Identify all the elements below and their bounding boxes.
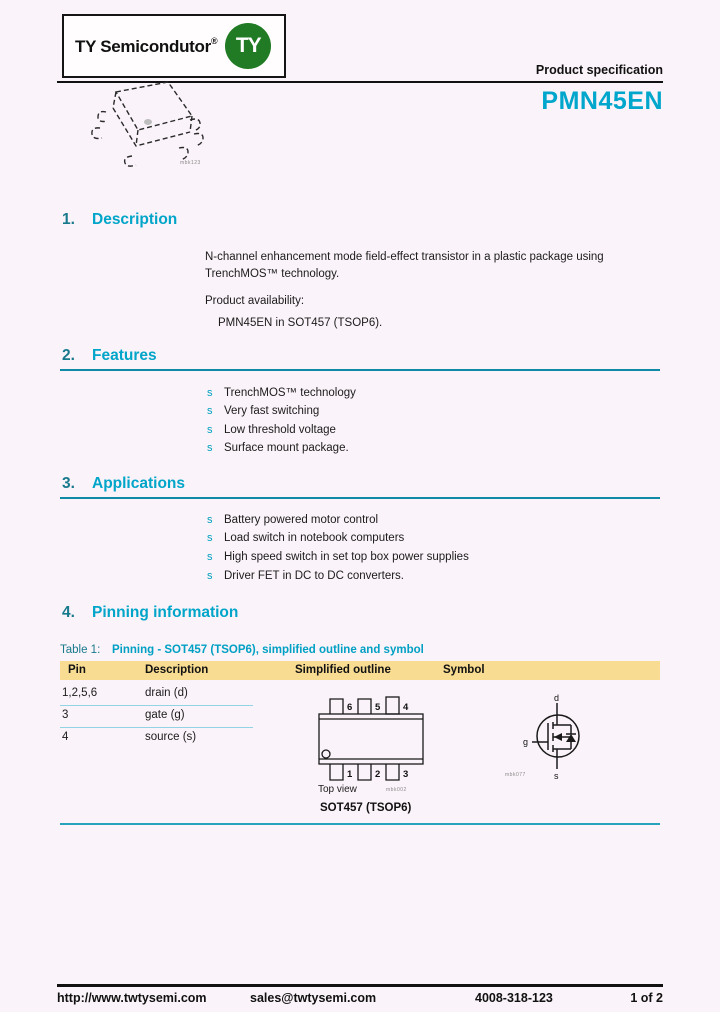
section-1-number: 1. [62, 211, 75, 228]
pin-cell: 1,2,5,6 [62, 687, 98, 699]
bullet-icon: s [207, 405, 213, 417]
section-2-divider [60, 369, 660, 371]
bullet-icon: s [207, 424, 213, 436]
footer-phone: 4008-318-123 [475, 991, 553, 1005]
footer-email: sales@twtysemi.com [250, 991, 377, 1005]
application-item [207, 570, 404, 582]
table-caption: Pinning - SOT457 (TSOP6), simplified outline and symbol [112, 644, 424, 656]
registered-mark: ® [210, 35, 218, 46]
column-header-pin: Pin [68, 664, 86, 676]
section-4-number: 4. [62, 604, 75, 621]
product-specification-label: Product specification [535, 63, 663, 77]
description-cell: gate (g) [145, 709, 185, 721]
table-bottom-border [60, 823, 660, 825]
mosfet-symbol-icon [505, 692, 617, 784]
application-text: Battery powered motor control [224, 514, 379, 526]
ty-logo-icon: TY [225, 23, 271, 69]
row-divider [60, 705, 253, 706]
application-text: High speed switch in set top box power supplies [224, 551, 469, 563]
symbol-drawing-code: mbk077 [505, 772, 526, 778]
package-outline-drawing-icon [315, 692, 437, 787]
bullet-icon: s [207, 514, 213, 526]
pin-4-label: 4 [403, 702, 409, 713]
column-header-outline: Simplified outline [295, 664, 391, 676]
footer-divider [57, 984, 663, 987]
application-item [207, 532, 404, 544]
source-label: s [554, 771, 559, 781]
feature-item [207, 442, 349, 454]
footer-page-indicator: 1 of 2 [630, 991, 663, 1005]
application-text: Driver FET in DC to DC converters. [224, 570, 404, 582]
pin-1-label: 1 [347, 769, 353, 780]
feature-text: TrenchMOS™ technology [224, 387, 356, 399]
pin-cell: 3 [62, 709, 69, 721]
description-cell: drain (d) [145, 687, 188, 699]
feature-item [207, 405, 319, 417]
product-availability-value: PMN45EN in SOT457 (TSOP6). [218, 317, 383, 329]
table-label: Table 1: [60, 644, 101, 656]
column-header-description: Description [145, 664, 209, 676]
product-availability-label: Product availability: [205, 295, 305, 307]
section-4-title: Pinning information [92, 604, 239, 621]
section-3-number: 3. [62, 475, 75, 492]
bullet-icon: s [207, 570, 213, 582]
section-1-title: Description [92, 211, 178, 228]
drain-label: d [554, 693, 560, 703]
feature-text: Low threshold voltage [224, 424, 336, 436]
section-2-title: Features [92, 347, 157, 364]
column-header-symbol: Symbol [443, 664, 485, 676]
top-view-label: Top view [318, 784, 357, 795]
pin-5-label: 5 [375, 702, 381, 713]
table-header-row [60, 661, 660, 680]
gate-label: g [523, 737, 529, 747]
pin-6-label: 6 [347, 702, 353, 713]
bullet-icon: s [207, 387, 213, 399]
application-item [207, 514, 378, 526]
feature-item [207, 387, 356, 399]
application-text: Load switch in notebook computers [224, 532, 405, 544]
section-2-number: 2. [62, 347, 75, 364]
feature-text: Very fast switching [224, 405, 320, 417]
pin-cell: 4 [62, 731, 69, 743]
description-paragraph: N-channel enhancement mode field-effect transistor in a plastic package using TrenchMOS™ technology. [205, 251, 604, 280]
outline-drawing-code: mbk002 [386, 787, 407, 793]
description-cell: source (s) [145, 731, 197, 743]
application-item [207, 551, 469, 563]
package-3d-drawing-icon [82, 76, 207, 171]
package-name-caption: SOT457 (TSOP6) [320, 802, 412, 814]
bullet-icon: s [207, 442, 213, 454]
feature-text: Surface mount package. [224, 442, 349, 454]
part-number-title: PMN45EN [541, 87, 663, 115]
company-logo [62, 14, 286, 78]
footer-website: http://www.twtysemi.com [57, 991, 207, 1005]
pin-2-label: 2 [375, 769, 381, 780]
company-name: TY Semicondutor® [75, 35, 218, 56]
bullet-icon: s [207, 532, 213, 544]
feature-item [207, 424, 336, 436]
section-3-title: Applications [92, 475, 186, 492]
pin-3-label: 3 [403, 769, 409, 780]
section-3-divider [60, 497, 660, 499]
package-drawing-code: mbk123 [180, 160, 201, 166]
row-divider [60, 727, 253, 728]
bullet-icon: s [207, 551, 213, 563]
